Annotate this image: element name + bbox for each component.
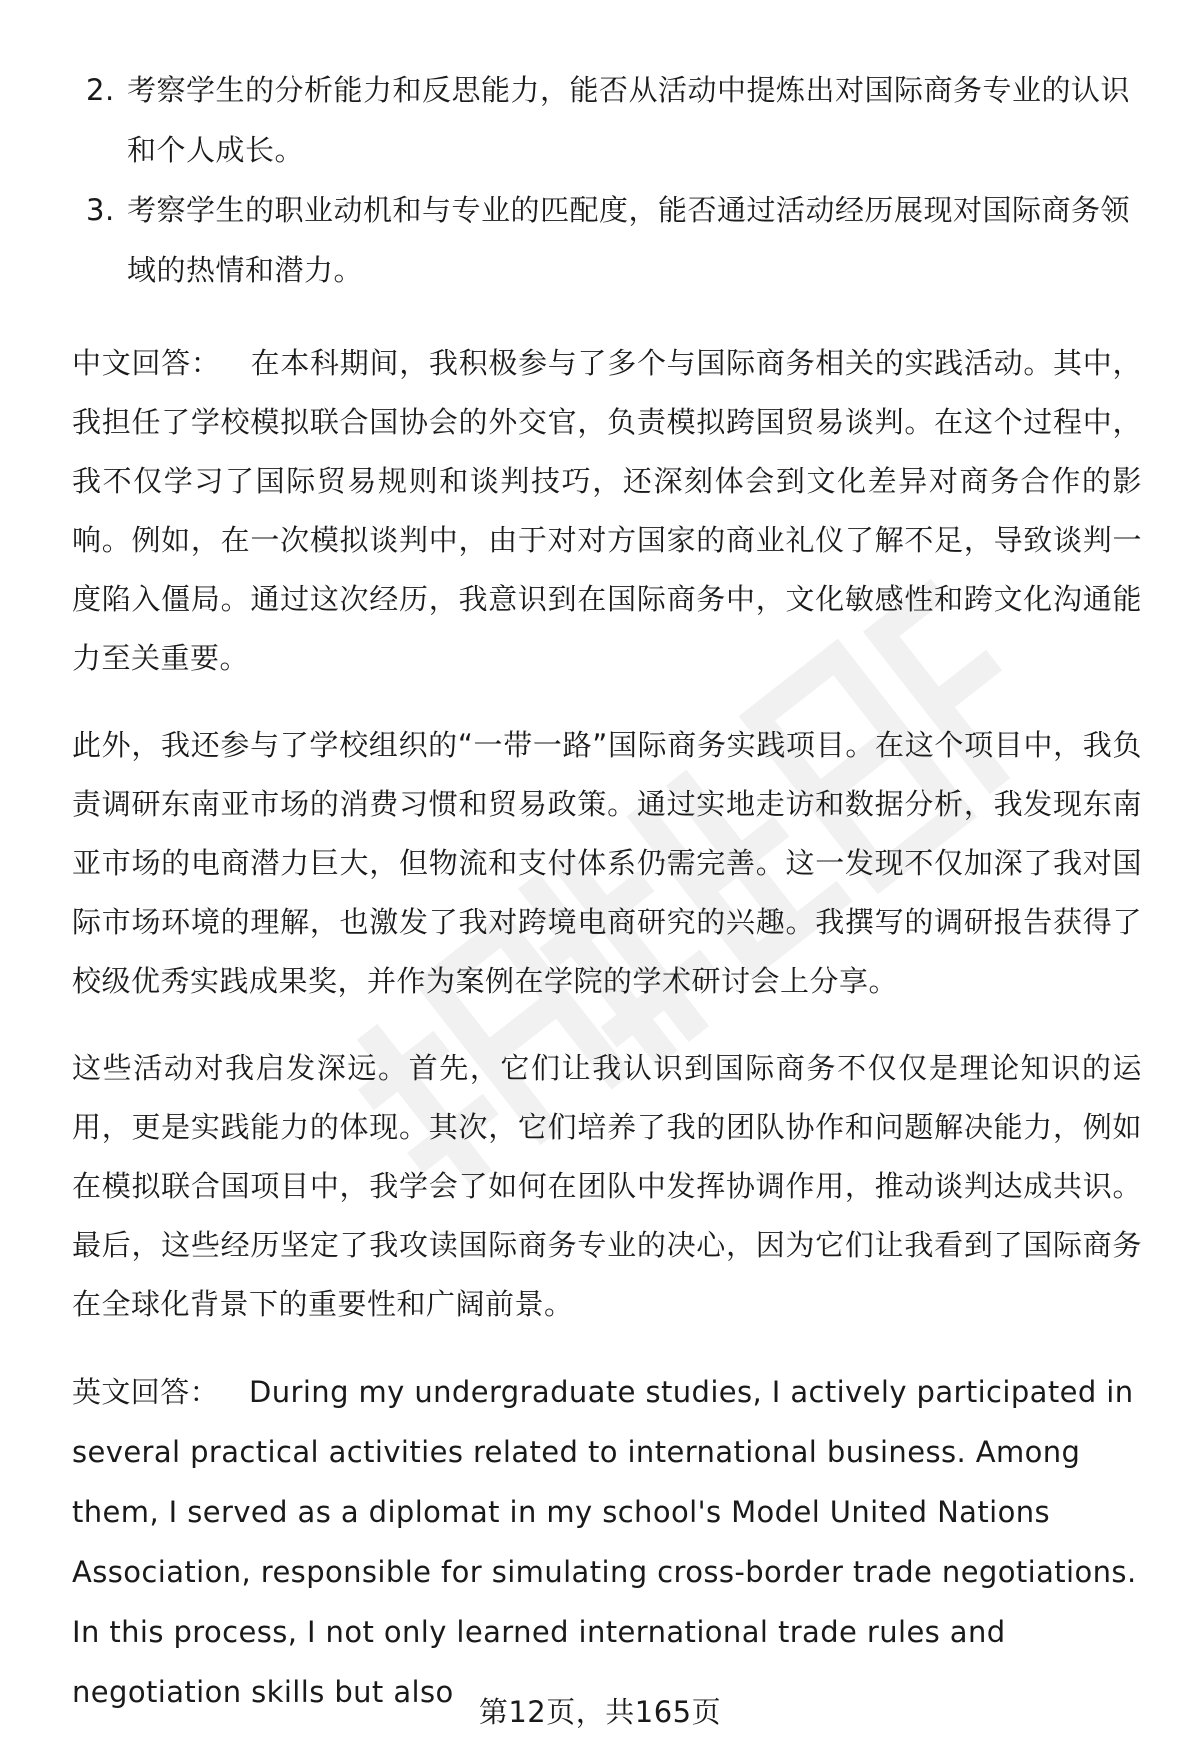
- page-content: [72, 60, 1142, 1722]
- paragraph-text: 在本科期间，我积极参与了多个与国际商务相关的实践活动。其中，我担任了学校模拟联合国协会的外交官，负责模拟跨国贸易谈判。在这个过程中，我不仅学习了国际贸易规则和谈判技巧，还深刻体会到文化差异对商务合作的影响。例如，在一次模拟谈判中，由于对对方国家的商业礼仪了解不足，导致谈判一度陷入僵局。通过这次经历，我意识到在国际商务中，文化敏感性和跨文化沟通能力至关重要。: [72, 346, 1142, 675]
- list-item-text: 考察学生的分析能力和反思能力，能否从活动中提炼出对国际商务专业的认识和个人成长。: [127, 73, 1131, 167]
- list-item-number: 3.: [86, 193, 115, 227]
- page-number-footer: 第12页，共165页: [478, 1695, 722, 1729]
- list-item: [72, 180, 1142, 300]
- paragraph-text: 此外，我还参与了学校组织的“一带一路”国际商务实践项目。在这个项目中，我负责调研东南亚市场的消费习惯和贸易政策。通过实地走访和数据分析，我发现东南亚市场的电商潜力巨大，但物流和支付体系仍需完善。这一发现不仅加深了我对国际市场环境的理解，也激发了我对跨境电商研究的兴趣。我撰写的调研报告获得了校级优秀实践成果奖，并作为案例在学院的学术研讨会上分享。: [72, 728, 1142, 998]
- list-item-text: 考察学生的职业动机和与专业的匹配度，能否通过活动经历展现对国际商务领域的热情和潜力。: [127, 193, 1131, 287]
- english-answer-label: 英文回答：: [72, 1375, 220, 1409]
- criteria-list: [72, 60, 1142, 300]
- paragraph-text: 这些活动对我启发深远。首先，它们让我认识到国际商务不仅仅是理论知识的运用，更是实践能力的体现。其次，它们培养了我的团队协作和问题解决能力，例如在模拟联合国项目中，我学会了如何在团队中发挥协调作用，推动谈判达成共识。最后，这些经历坚定了我攻读国际商务专业的决心，因为它们让我看到了国际商务在全球化背景下的重要性和广阔前景。: [72, 1051, 1142, 1321]
- english-answer-paragraph: [72, 1362, 1142, 1722]
- chinese-answer-paragraph: [72, 334, 1142, 688]
- list-item: [72, 60, 1142, 180]
- list-item-number: 2.: [86, 73, 115, 107]
- chinese-answer-label: 中文回答：: [72, 346, 221, 380]
- chinese-answer-paragraph: [72, 1039, 1142, 1334]
- chinese-answer-paragraph: [72, 716, 1142, 1011]
- paragraph-text: During my undergraduate studies, I actively participated in several practical activities related to international business. Among them, I served as a diplomat in my school's Model United Nations Association, responsible for simulating cross-border trade negotiations. In this process, I not only learned international trade rules and negotiation skills but also: [72, 1375, 1137, 1709]
